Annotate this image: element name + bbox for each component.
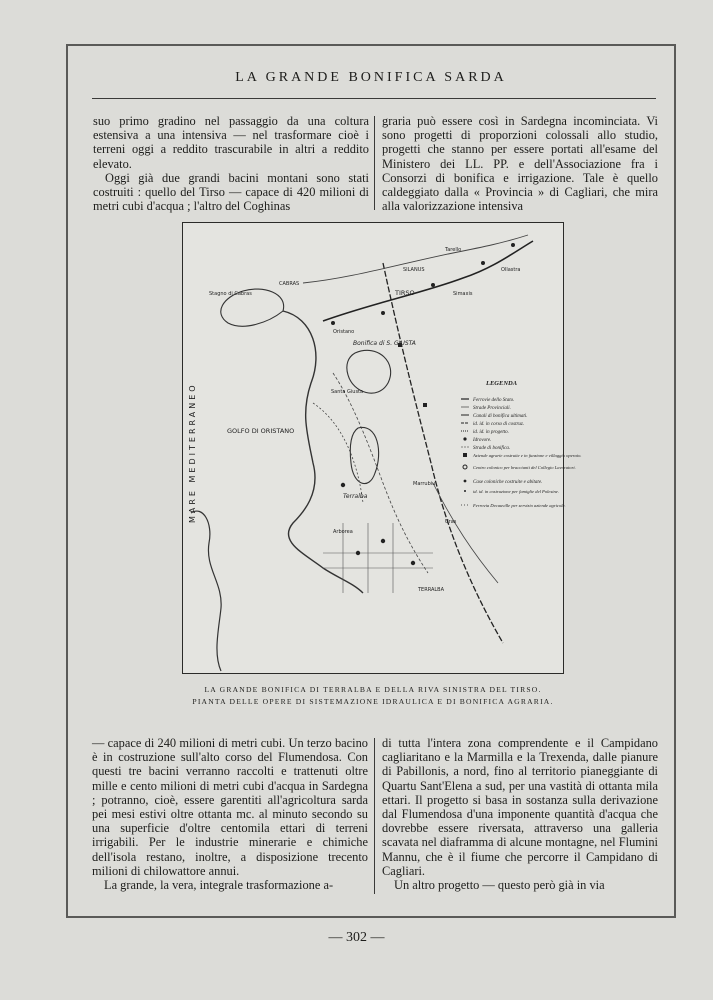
place-label: TERRALBA: [418, 587, 445, 593]
place-label: Uras: [445, 519, 457, 525]
top-right-column: [382, 114, 658, 213]
legend-item: id. id. in costruzione per famiglie del Polesine.: [473, 489, 559, 494]
canal: [333, 373, 428, 573]
legend-item: Strade di bonifica.: [473, 446, 511, 451]
place-label: Stagno di Cabras: [209, 291, 252, 297]
legend-item: Canali di bonifica ultimati.: [473, 414, 528, 419]
legend-item: id. id. in corso di costruz.: [473, 422, 525, 427]
page-frame: [66, 44, 676, 918]
figure-caption: [134, 684, 612, 708]
place-label: Simaxis: [453, 291, 473, 297]
legend-swatch: [464, 490, 466, 492]
map-drawing: [183, 223, 582, 673]
paragraph: — capace di 240 milioni di metri cubi. Un terzo bacino è in costruzione sull'alto corso del Flumendosa. Con questi tre bacini verranno raccolti e trattenuti oltre mille e cento milioni di metri cubi d'acqua in Sardegna ; potranno, cioè, essere garentiti all'agricoltura sarda pei mesi estivi oltre ottanta mc. al minuto secondo su una superficie d'oltre centomila ettari di terreni irrigabili. Per le industrie minerarie e chimiche dell'isola restano, inoltre, a disposizione trecento milioni di chilowattore annui.: [92, 736, 368, 878]
legend-item: Idrovore.: [473, 438, 492, 443]
caption-line-1: LA GRANDE BONIFICA DI TERRALBA E DELLA RIVA SINISTRA DEL TIRSO.: [204, 685, 542, 694]
paragraph: Un altro progetto — questo però già in via: [394, 878, 605, 893]
provincial-road: [303, 235, 528, 283]
legend-item: Aziende agrarie costruite e in funzione e villaggio operaio.: [473, 453, 582, 458]
paragraph: La grande, la vera, integrale trasformazione a-: [104, 878, 334, 893]
lagoon-outline: [347, 350, 391, 393]
map-figure: [182, 222, 582, 674]
place-label: Oristano: [333, 329, 355, 335]
header-rule: [92, 98, 656, 99]
legend-swatch: [464, 480, 467, 483]
legend-item: Ferrovie dello Stato.: [473, 398, 515, 403]
running-title: LA GRANDE BONIFICA SARDA: [235, 70, 507, 85]
legend-item: Ferrovia Decauville per servizio aziende agricole.: [473, 503, 566, 508]
column-divider: [374, 116, 375, 210]
terralba-label: Terralba: [343, 493, 368, 500]
place-label: Tarello: [445, 247, 462, 253]
gulf-label: GOLFO DI ORISTANO: [227, 427, 295, 435]
legend-item: Centro colonico per braccianti del Collegio Lavoratori.: [473, 465, 576, 470]
legend-title: LEGENDA: [486, 380, 518, 387]
place-label: Marrubiu: [413, 481, 436, 487]
legend-item: id. id. in progetto.: [473, 430, 509, 435]
paragraph: di tutta l'intera zona comprendente e il Campidano cagliaritano e la Marmilla e la Trexenda, dalle pianure di Pabillonis, a nord, fino al territorio pianeggiante di Quartu Sant'Elena a sud, per una vastità di ottanta mila ettari. Il progetto si basa in sostanza sulla derivazione dal Flumendosa d'una imponente quantità d'acqua che dovrebbe essere riversata, attraverso una galleria scavata nel diaframma di alcune montagne, nel Flumini Mannu, che è il fiume che percorre il Campidano di Cagliari.: [382, 736, 658, 878]
paragraph: Oggi già due grandi bacini montani sono stati costruiti : quello del Tirso — capace di 420 milioni di metri cubi d'acqua ; l'altro del Coghinas: [93, 170, 369, 214]
canal: [313, 403, 363, 503]
place-label: Ollastra: [501, 267, 521, 273]
bottom-left-column: [92, 736, 368, 892]
page-number: — 302 —: [328, 930, 385, 945]
bottom-right-column: [382, 736, 658, 892]
legend-swatch: [463, 465, 467, 469]
place-label: Santa Giusta: [331, 389, 364, 395]
bonifica-label: Bonifica di S. GIUSTA: [353, 340, 416, 347]
legend-swatch: [463, 453, 467, 457]
sea-label: MARE MEDITERRANEO: [188, 382, 197, 523]
top-left-column: [93, 114, 369, 213]
legend-swatch: [463, 437, 466, 440]
paragraph: graria può essere così in Sardegna incominciata. Vi sono progetti di proporzioni colossali allo studio, progetti che stanno per essere portati all'esame del Ministero dei LL. PP. e dell'Associazione fra i Consorzi di bonifica e irrigazione. Tale è quello caldeggiato dalla « Provincia » di Cagliari, che mira alla valorizzazione intensiva: [382, 114, 658, 214]
paragraph: suo primo gradino nel passaggio da una coltura estensiva a una intensiva — nel trasformare cioè i terreni oggi a reddito trascurabile in altri a reddito elevato.: [93, 114, 369, 171]
place-label: SILANUS: [403, 267, 425, 273]
coastline: [191, 511, 221, 671]
river-label: TIRSO: [395, 289, 415, 297]
river-tirso: [323, 241, 533, 321]
place-label: Arborea: [333, 529, 353, 535]
map-legend: [461, 380, 582, 508]
gulf-coast: [283, 311, 363, 593]
place-label: CABRAS: [279, 281, 300, 287]
legend-item: Strade Provinciali.: [473, 406, 511, 411]
column-divider: [374, 738, 375, 894]
legend-item: Case coloniche costruite e abitate.: [473, 480, 543, 485]
caption-line-2: PIANTA DELLE OPERE DI SISTEMAZIONE IDRAULICA E DI BONIFICA AGRARIA.: [192, 697, 554, 706]
